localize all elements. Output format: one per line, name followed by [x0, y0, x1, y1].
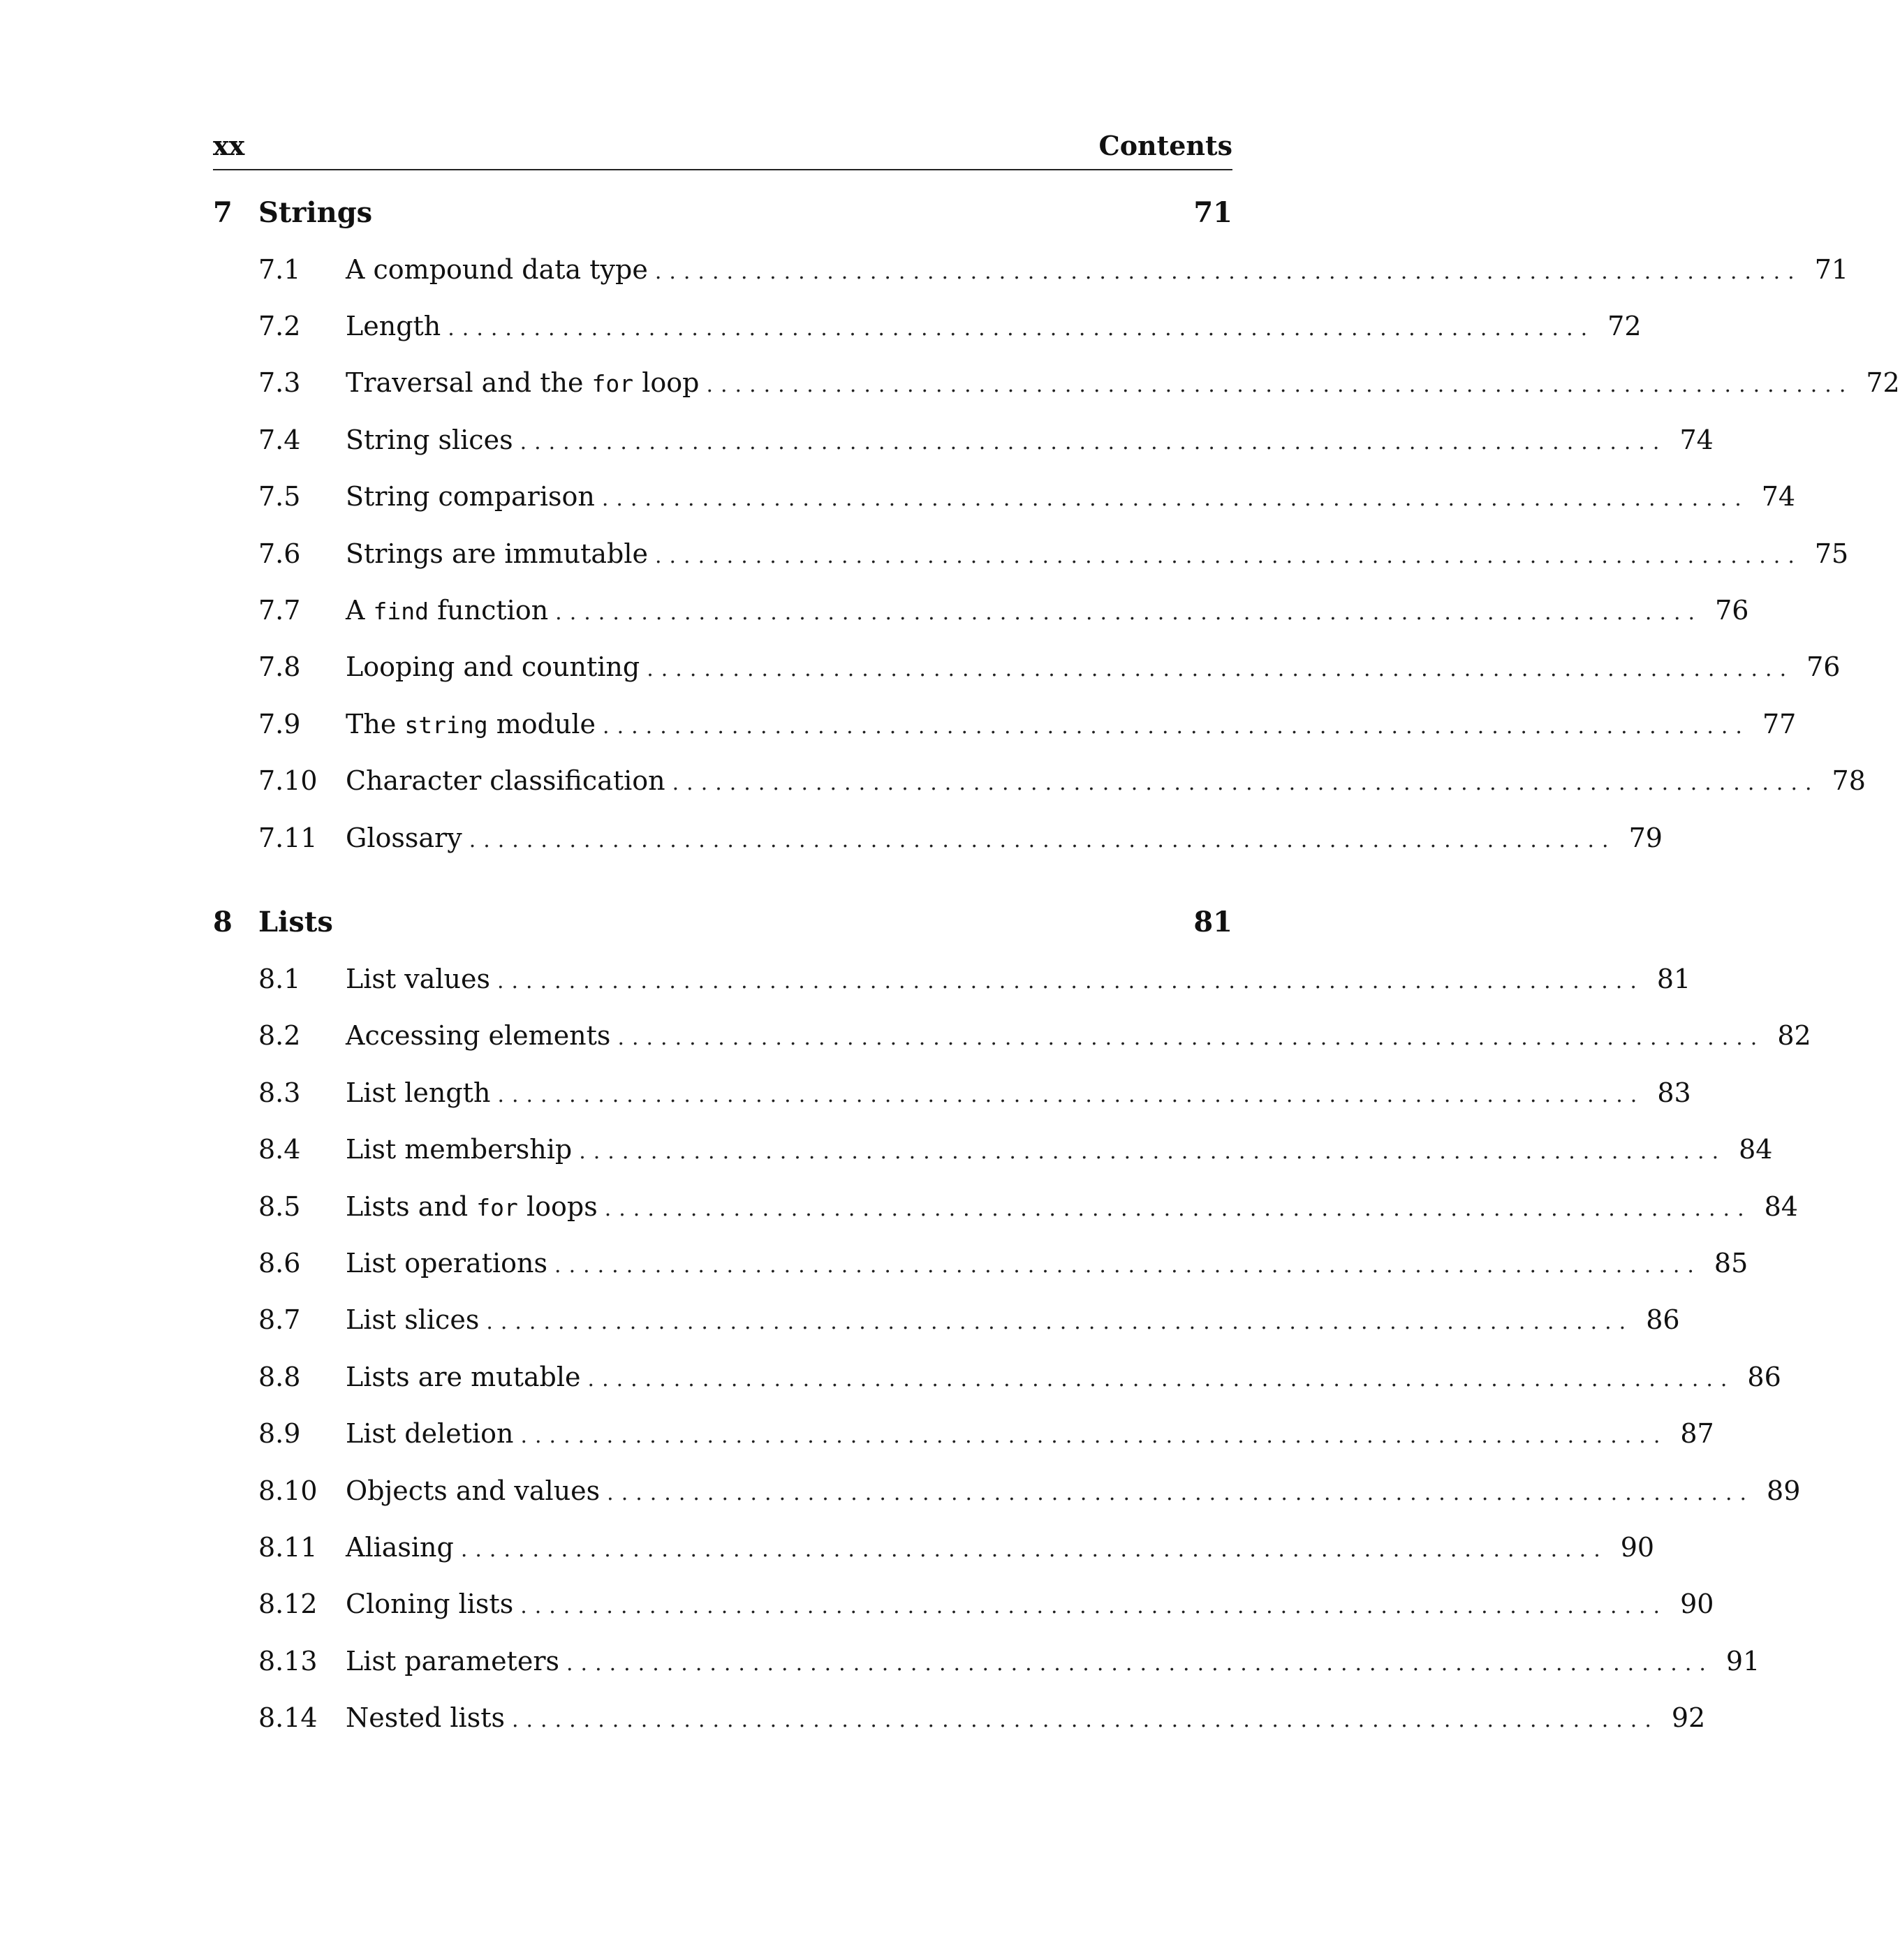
toc-entry[interactable]	[213, 1576, 1714, 1633]
section-title-text: Length	[346, 311, 441, 342]
section-title-text: String slices	[346, 424, 513, 455]
dot-leader: ................................................................................	[554, 1253, 1702, 1278]
section-title	[346, 823, 469, 853]
toc-entry[interactable]	[213, 950, 1691, 1007]
dot-leader: ................................................................................	[511, 1708, 1659, 1733]
section-number: 8.6	[258, 1247, 301, 1279]
section-page-number: 84	[1739, 1134, 1773, 1165]
entry-line	[346, 481, 1796, 513]
chapter-title: Strings	[258, 196, 373, 229]
chapter-page-number: 71	[1193, 196, 1232, 229]
dot-leader: ................................................................................	[520, 1594, 1668, 1619]
section-number: 7.6	[258, 538, 301, 569]
section-title	[346, 765, 672, 796]
chapter-8	[213, 894, 1811, 1746]
entry-line	[346, 311, 1642, 342]
section-page-number: 92	[1671, 1702, 1706, 1734]
section-number: 7.7	[258, 595, 301, 626]
toc-entry[interactable]	[213, 525, 1849, 582]
section-title	[346, 1646, 566, 1677]
dot-leader: ................................................................................	[654, 259, 1802, 284]
section-page-number: 85	[1714, 1247, 1748, 1279]
entry-line	[346, 538, 1849, 569]
section-title-text: A	[346, 595, 374, 626]
entry-line	[346, 1304, 1680, 1336]
toc-entry[interactable]	[213, 1235, 1748, 1291]
section-title	[346, 538, 655, 569]
section-title-text: function	[429, 595, 549, 626]
toc-entry[interactable]	[213, 1121, 1773, 1177]
toc-page	[213, 126, 1900, 1746]
dot-leader: ................................................................................	[460, 1537, 1608, 1562]
dot-leader: ................................................................................	[496, 968, 1644, 994]
toc-entry[interactable]	[213, 809, 1663, 866]
toc-entry[interactable]	[213, 1178, 1798, 1235]
entry-line	[346, 963, 1691, 994]
running-head	[213, 126, 1232, 170]
toc-entry[interactable]	[213, 1064, 1691, 1121]
chapter-7-entries	[213, 241, 1900, 866]
section-page-number: 72	[1607, 311, 1642, 342]
section-page-number: 89	[1767, 1475, 1801, 1506]
section-title	[346, 1134, 579, 1165]
chapter-page-number: 81	[1193, 906, 1232, 939]
section-page-number: 77	[1762, 708, 1797, 739]
section-title	[346, 1418, 520, 1449]
section-number: 8.7	[258, 1304, 301, 1336]
section-title-code: for	[591, 370, 634, 398]
section-page-number: 91	[1725, 1645, 1760, 1677]
dot-leader: ................................................................................	[617, 1026, 1765, 1051]
section-number: 8.4	[258, 1134, 301, 1165]
section-number: 7.3	[258, 367, 301, 399]
section-title-text: String comparison	[346, 481, 595, 513]
entry-line	[346, 1589, 1714, 1620]
section-page-number: 82	[1777, 1020, 1811, 1052]
dot-leader: ................................................................................	[520, 429, 1667, 455]
dot-leader: ................................................................................	[607, 1480, 1755, 1505]
section-title	[346, 1248, 554, 1279]
section-title	[346, 1532, 461, 1563]
section-title	[346, 964, 497, 994]
dot-leader: ................................................................................	[587, 1366, 1735, 1392]
section-page-number: 78	[1832, 765, 1866, 797]
dot-leader: ................................................................................	[566, 1651, 1714, 1676]
dot-leader: ................................................................................	[672, 771, 1820, 796]
entry-line	[346, 1020, 1811, 1052]
dot-leader: ................................................................................	[448, 316, 1596, 341]
section-title	[346, 1702, 512, 1733]
section-title-code: find	[373, 598, 429, 626]
toc-entry[interactable]	[213, 1292, 1680, 1348]
dot-leader: ................................................................................	[654, 543, 1802, 568]
toc-entry[interactable]	[213, 753, 1866, 809]
section-title	[346, 1362, 588, 1392]
section-number: 8.12	[258, 1589, 318, 1620]
toc-entry[interactable]	[213, 1008, 1811, 1064]
section-title-text: Glossary	[346, 822, 462, 853]
section-number: 8.5	[258, 1191, 301, 1222]
section-page-number: 86	[1646, 1304, 1680, 1336]
section-number: 8.11	[258, 1531, 318, 1563]
entry-line	[346, 367, 1900, 399]
dot-leader: ................................................................................	[604, 1196, 1752, 1221]
section-page-number: 76	[1806, 651, 1841, 683]
section-page-number: 71	[1814, 253, 1849, 285]
entry-line	[346, 1134, 1773, 1165]
toc-entry[interactable]	[213, 355, 1900, 411]
entry-line	[346, 822, 1663, 853]
section-title-text: A compound data type	[346, 253, 648, 285]
toc-entry[interactable]	[213, 1405, 1714, 1461]
toc-entry[interactable]	[213, 639, 1841, 695]
entry-line	[346, 1247, 1748, 1279]
entry-line	[346, 651, 1841, 683]
entry-line	[346, 1475, 1801, 1506]
section-title-text: Character classification	[346, 765, 665, 797]
section-title-text: Strings are immutable	[346, 538, 648, 569]
section-title	[346, 311, 448, 341]
section-title-code: for	[476, 1193, 518, 1221]
section-title	[346, 1304, 486, 1335]
section-page-number: 72	[1866, 367, 1900, 399]
section-title-text: Traversal and the	[346, 367, 592, 399]
toc-entry[interactable]	[213, 1519, 1655, 1575]
section-page-number: 74	[1679, 424, 1714, 455]
dot-leader: ................................................................................	[497, 1082, 1645, 1107]
section-title-text: List deletion	[346, 1418, 514, 1450]
section-title-text: loops	[517, 1191, 598, 1222]
dot-leader: ................................................................................	[601, 487, 1749, 512]
section-number: 8.9	[258, 1418, 301, 1450]
section-title	[346, 481, 602, 512]
section-title-text: Looping and counting	[346, 651, 640, 683]
section-number: 7.5	[258, 481, 301, 513]
toc-entry[interactable]	[213, 1348, 1781, 1405]
toc-entry[interactable]	[213, 1462, 1801, 1519]
entry-line	[346, 1418, 1714, 1450]
entry-line	[346, 708, 1797, 739]
toc-entry[interactable]	[213, 695, 1797, 752]
section-number: 7.2	[258, 311, 301, 342]
toc-entry[interactable]	[213, 297, 1642, 354]
section-title-code: string	[404, 711, 488, 739]
chapter-title: Lists	[258, 906, 333, 939]
toc-entry[interactable]	[213, 1633, 1760, 1689]
running-head-title: Contents	[1098, 130, 1232, 161]
section-page-number: 81	[1656, 963, 1691, 994]
chapter-heading[interactable]	[213, 894, 1232, 950]
section-title	[346, 1191, 605, 1222]
section-number: 7.4	[258, 424, 301, 455]
section-title-text: List slices	[346, 1304, 480, 1336]
section-title	[346, 1475, 607, 1506]
section-title-text: module	[487, 708, 596, 739]
section-title-text: Objects and values	[346, 1475, 601, 1506]
section-title-text: Accessing elements	[346, 1020, 611, 1052]
section-title	[346, 709, 603, 739]
section-title	[346, 425, 520, 455]
entry-line	[346, 1645, 1760, 1677]
section-number: 8.2	[258, 1020, 301, 1052]
dot-leader: ................................................................................	[647, 657, 1795, 682]
section-page-number: 87	[1680, 1418, 1714, 1450]
section-number: 7.8	[258, 651, 301, 683]
section-page-number: 75	[1814, 538, 1849, 569]
section-number: 7.1	[258, 253, 301, 285]
section-number: 8.13	[258, 1645, 318, 1677]
section-title-text: The	[346, 708, 405, 739]
entry-line	[346, 253, 1849, 285]
section-number: 7.9	[258, 708, 301, 739]
section-title-text: List parameters	[346, 1645, 559, 1677]
section-title-text: loop	[633, 367, 700, 399]
section-page-number: 79	[1628, 822, 1663, 853]
dot-leader: ................................................................................	[469, 827, 1617, 853]
section-title	[346, 254, 655, 285]
section-title-text: Cloning lists	[346, 1589, 514, 1620]
chapter-heading[interactable]	[213, 184, 1232, 241]
dot-leader: ................................................................................	[603, 714, 1750, 739]
chapter-7	[213, 184, 1900, 866]
section-number: 7.11	[258, 822, 318, 853]
section-title-text: List values	[346, 963, 490, 994]
entry-line	[346, 1702, 1706, 1734]
section-number: 8.10	[258, 1475, 318, 1506]
section-page-number: 90	[1680, 1589, 1714, 1620]
toc-entry[interactable]	[213, 241, 1849, 297]
section-title	[346, 1020, 617, 1051]
chapter-number: 7	[213, 196, 233, 229]
section-title-text: List length	[346, 1077, 491, 1108]
page-folio: xx	[213, 130, 245, 161]
entry-line	[346, 595, 1749, 626]
section-title-text: List membership	[346, 1134, 573, 1165]
toc-entry[interactable]	[213, 411, 1714, 468]
section-title	[346, 595, 555, 626]
entry-line	[346, 1077, 1691, 1108]
section-page-number: 83	[1657, 1077, 1691, 1108]
section-number: 8.3	[258, 1077, 301, 1108]
section-number: 8.1	[258, 963, 301, 994]
section-title-text: Lists are mutable	[346, 1361, 581, 1392]
section-page-number: 76	[1715, 595, 1749, 626]
chapter-number: 8	[213, 906, 233, 939]
section-title-text: Lists and	[346, 1191, 477, 1222]
section-number: 7.10	[258, 765, 318, 797]
section-number: 8.14	[258, 1702, 318, 1734]
section-title-text: Nested lists	[346, 1702, 505, 1734]
entry-line	[346, 424, 1714, 455]
section-number: 8.8	[258, 1361, 301, 1392]
entry-line	[346, 1191, 1798, 1222]
chapter-8-entries	[213, 950, 1811, 1746]
section-title	[346, 1077, 497, 1108]
section-title	[346, 651, 647, 682]
dot-leader: ................................................................................	[520, 1424, 1668, 1449]
dot-leader: ................................................................................	[486, 1310, 1634, 1335]
toc-entry[interactable]	[213, 1689, 1706, 1746]
section-title-text: Aliasing	[346, 1531, 454, 1563]
section-page-number: 90	[1620, 1531, 1655, 1563]
section-title	[346, 367, 706, 398]
entry-line	[346, 1531, 1655, 1563]
entry-line	[346, 765, 1866, 797]
section-page-number: 84	[1764, 1191, 1798, 1222]
section-title	[346, 1589, 520, 1619]
toc-entry[interactable]	[213, 469, 1796, 525]
entry-line	[346, 1361, 1781, 1392]
section-title-text: List operations	[346, 1247, 548, 1279]
dot-leader: ................................................................................	[579, 1140, 1727, 1165]
toc-entry[interactable]	[213, 582, 1749, 638]
dot-leader: ................................................................................	[555, 600, 1703, 626]
section-page-number: 86	[1747, 1361, 1781, 1392]
dot-leader: ................................................................................	[706, 373, 1854, 398]
section-page-number: 74	[1761, 481, 1796, 513]
